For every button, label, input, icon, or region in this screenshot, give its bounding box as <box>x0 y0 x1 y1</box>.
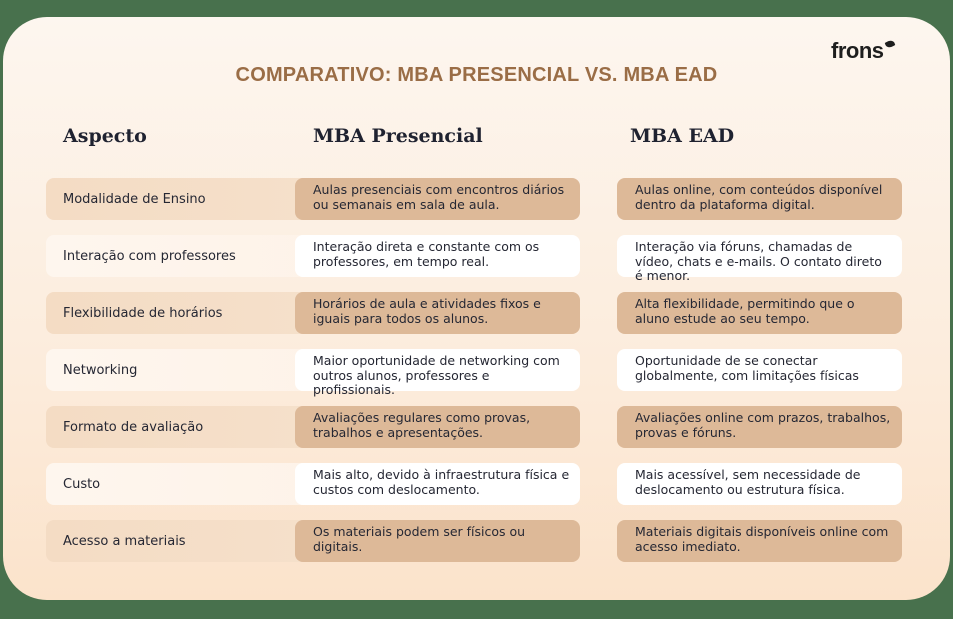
table-row <box>46 178 902 220</box>
table-row <box>46 406 902 448</box>
presencial-cell: Os materiais podem ser físicos ou digitais. <box>295 520 580 562</box>
ead-cell: Mais acessível, sem necessidade de deslocamento ou estrutura física. <box>617 463 902 505</box>
page-title: COMPARATIVO: MBA PRESENCIAL VS. MBA EAD <box>235 64 718 86</box>
aspect-cell: Modalidade de Ensino <box>46 178 466 220</box>
presencial-cell: Aulas presenciais com encontros diários ou semanais em sala de aula. <box>295 178 580 220</box>
ead-cell: Aulas online, com conteúdos disponível dentro da plataforma digital. <box>617 178 902 220</box>
aspect-cell: Flexibilidade de horários <box>46 292 466 334</box>
ead-cell: Materiais digitais disponíveis online com acesso imediato. <box>617 520 902 562</box>
table-row <box>46 349 902 397</box>
column-header-presencial: MBA Presencial <box>313 125 483 147</box>
presencial-cell: Maior oportunidade de networking com outros alunos, professores e profissionais. <box>295 349 580 391</box>
presencial-cell: Avaliações regulares como provas, trabalhos e apresentações. <box>295 406 580 448</box>
column-header-aspect: Aspecto <box>63 125 147 147</box>
table-row <box>46 463 902 505</box>
brand-logo <box>831 38 894 64</box>
table-row <box>46 520 902 562</box>
ead-cell: Avaliações online com prazos, trabalhos, provas e fóruns. <box>617 406 902 448</box>
column-header-ead: MBA EAD <box>630 125 735 147</box>
aspect-cell: Acesso a materiais <box>46 520 466 562</box>
ead-cell: Alta flexibilidade, permitindo que o aluno estude ao seu tempo. <box>617 292 902 334</box>
aspect-cell: Interação com professores <box>46 235 466 277</box>
presencial-cell: Horários de aula e atividades fixos e iguais para todos os alunos. <box>295 292 580 334</box>
ead-cell: Oportunidade de se conectar globalmente, com limitações físicas <box>617 349 902 391</box>
aspect-cell: Formato de avaliação <box>46 406 466 448</box>
aspect-cell: Custo <box>46 463 466 505</box>
logo-text: frons <box>831 38 884 63</box>
leaf-icon <box>884 38 894 49</box>
ead-cell: Interação via fóruns, chamadas de vídeo, chats e e-mails. O contato direto é menor. <box>617 235 902 277</box>
presencial-cell: Mais alto, devido à infraestrutura física e custos com deslocamento. <box>295 463 580 505</box>
table-row <box>46 235 902 283</box>
aspect-cell: Networking <box>46 349 466 391</box>
table-row <box>46 292 902 334</box>
presencial-cell: Interação direta e constante com os professores, em tempo real. <box>295 235 580 277</box>
comparison-card <box>3 17 950 600</box>
